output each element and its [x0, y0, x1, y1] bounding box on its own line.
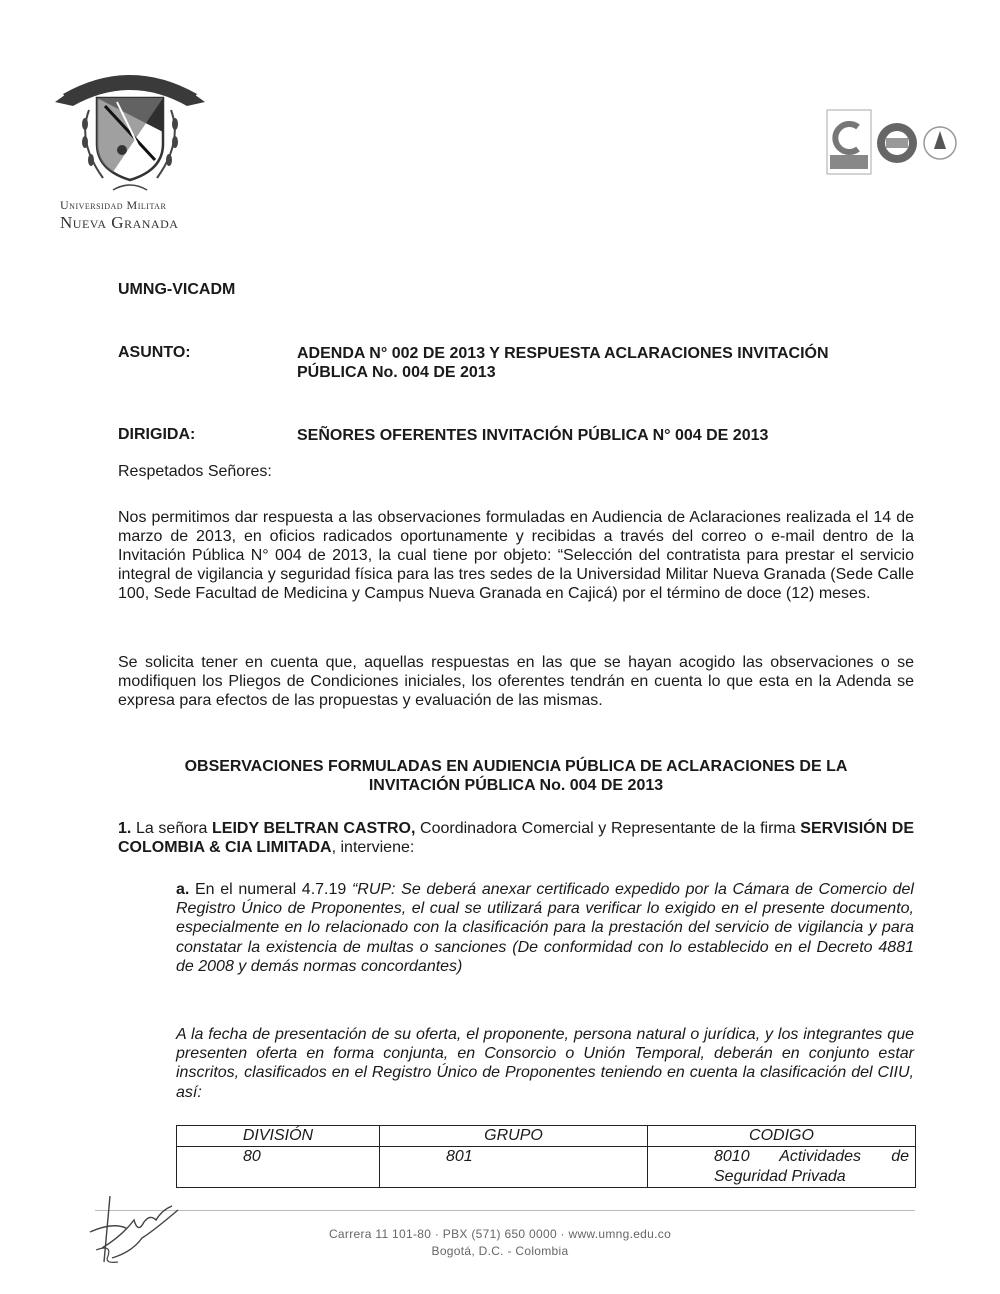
item-1-text-b: Coordinadora Comercial y Representante de la firma	[415, 820, 801, 837]
item-1-text-a: La señora	[131, 820, 213, 837]
item-1a-quote: “RUP: Se deberá anexar certificado expedido por la Cámara de Comercio del Registro Único de Proponentes, el cual se utilizará para verificar lo exigido en el presente documento, especialmente en lo relacionado con la clasificación para la prestación del servicio de vigilancia y para constatar la existencia de multas o sanciones (De conformidad con lo establecido en el Decreto 4881 de 2008 y demás normas concordantes)	[176, 881, 914, 975]
salutation: Respetados Señores:	[118, 463, 272, 480]
colombia-seal-icon	[924, 127, 956, 159]
document-reference: UMNG-VICADM	[118, 281, 236, 298]
subject-value	[297, 344, 917, 382]
table-header-division: DIVISIÓN	[177, 1126, 380, 1147]
iqnet-icon	[877, 123, 917, 163]
table-header-group: GRUPO	[380, 1126, 648, 1147]
certification-badges	[822, 105, 972, 185]
university-name-line2: Nueva Granada	[60, 213, 179, 232]
handwritten-signature	[82, 1192, 192, 1272]
seal-icon	[55, 62, 205, 202]
table-header-code: CODIGO	[648, 1126, 916, 1147]
table-row	[177, 1147, 916, 1188]
item-1-text-c: , interviene:	[331, 839, 415, 856]
section-title	[118, 757, 914, 795]
item-1-number: 1.	[118, 820, 132, 837]
table-cell-division: 80	[177, 1147, 380, 1188]
footer-address	[300, 1226, 700, 1260]
ciiu-classification-table	[176, 1125, 916, 1188]
subject-line2: PÚBLICA No. 004 DE 2013	[297, 364, 496, 381]
addressed-label: DIRIGIDA:	[118, 426, 196, 443]
footer-line2: Bogotá, D.C. - Colombia	[431, 1244, 569, 1258]
paragraph-note: Se solicita tener en cuenta que, aquellas respuestas en las que se hayan acogido las observaciones o se modifiquen los Pliegos de Condiciones iniciales, los oferentes tendrán en cuenta lo que esta en la Adenda se expresa para efectos de las propuestas y evaluación de las mismas.	[118, 654, 914, 709]
section-title-line1: OBSERVACIONES FORMULADAS EN AUDIENCIA PÚBLICA DE ACLARACIONES DE LA	[184, 758, 848, 775]
footer-line1: Carrera 11 101-80 · PBX (571) 650 0000 · www.umng.edu.co	[328, 1227, 672, 1241]
item-1-company: SERVISIÓN DE COLOMBIA & CIA LIMITADA	[118, 820, 915, 856]
item-1	[118, 819, 914, 857]
addressed-value: SEÑORES OFERENTES INVITACIÓN PÚBLICA N° 004 DE 2013	[297, 427, 769, 444]
table-header-row	[177, 1126, 916, 1147]
subject-label: ASUNTO:	[118, 344, 191, 361]
item-1-name: LEIDY BELTRAN CASTRO,	[212, 820, 416, 837]
item-1a	[176, 880, 914, 976]
table-cell-group: 801	[380, 1147, 648, 1188]
university-name-line1: Universidad Militar	[60, 198, 167, 212]
paragraph-intro: Nos permitimos dar respuesta a las observaciones formuladas en Audiencia de Aclaraciones realizada el 14 de marzo de 2013, en oficios radicados oportunamente y recibidas a través del correo o e-mail dentro de la Invitación Pública N° 004 de 2013, la cual tiene por objeto: “Selección del contratista para prestar el servicio integral de vigilancia y seguridad física para las tres sedes de la Universidad Militar Nueva Granada (Sede Calle 100, Sede Facultad de Medicina y Campus Nueva Granada en Cajicá) por el término de doce (12) meses.	[118, 509, 914, 602]
certificado-iso-icon	[827, 110, 871, 174]
subject-line1: ADENDA N° 002 DE 2013 Y RESPUESTA ACLARACIONES INVITACIÓN	[297, 345, 829, 362]
item-1a-letter: a.	[176, 881, 190, 898]
item-1a-intro: En el numeral 4.7.19	[189, 881, 352, 898]
university-name	[60, 198, 240, 233]
item-1a-quote-continued: A la fecha de presentación de su oferta, el proponente, persona natural o jurídica, y los integrantes que presenten oferta en forma conjunta, en Consorcio o Unión Temporal, deberán en conjunto estar inscritos, clasificados en el Registro Único de Proponentes teniendo en cuenta la clasificación del CIIU, así:	[176, 1026, 914, 1101]
footer-divider	[95, 1210, 915, 1211]
section-title-line2: INVITACIÓN PÚBLICA No. 004 DE 2013	[368, 777, 664, 794]
table-cell-code: 8010 Actividades de Seguridad Privada	[648, 1147, 916, 1188]
